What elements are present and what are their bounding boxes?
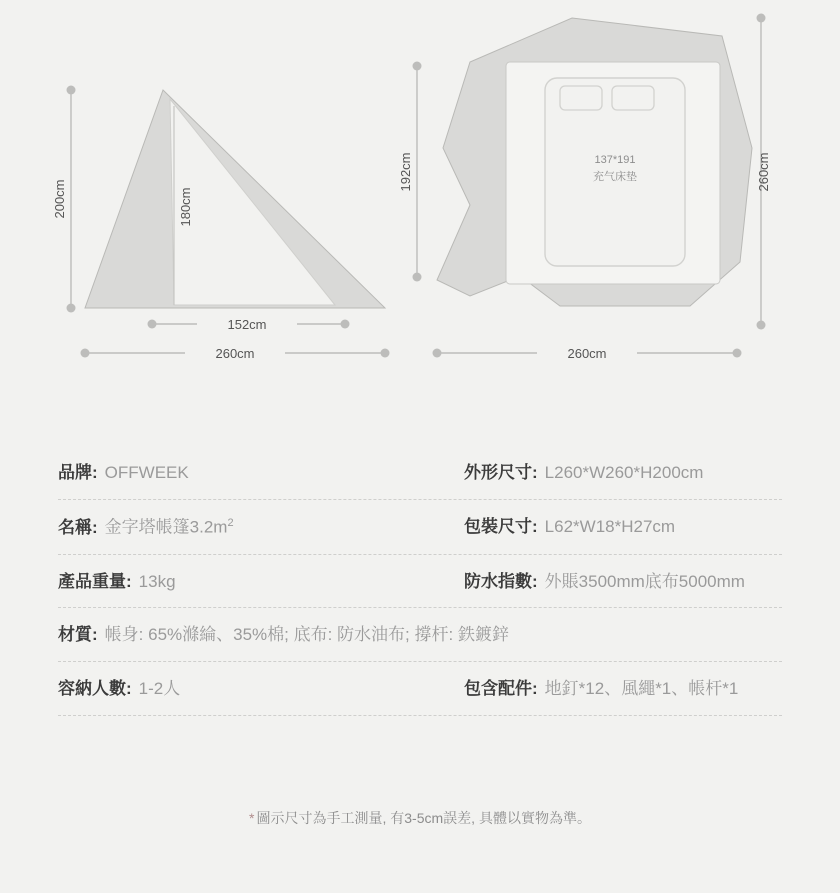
spec-capacity-value: 1-2人	[138, 679, 181, 699]
top-depth-inner-cap-top	[413, 62, 422, 71]
spec-name-value-text: 金字塔帳篷3.2m	[104, 517, 228, 537]
spec-weight-key: 產品重量:	[58, 571, 132, 591]
spec-outer-size-value: L260*W260*H200cm	[544, 463, 704, 482]
top-depth-outer-label: 260cm	[756, 152, 771, 192]
spec-capacity	[58, 678, 420, 701]
spec-table	[58, 462, 782, 732]
top-depth-outer-cap-bottom	[757, 321, 766, 330]
spec-material-value: 帳身: 65%滌綸、35%棉; 底布: 防水油布; 撐杆: 鉄鍍鋅	[104, 625, 509, 645]
spec-waterproof	[420, 571, 782, 594]
inner-height-label: 180cm	[178, 187, 193, 227]
front-height-label: 200cm	[52, 179, 67, 219]
spec-accessories-value: 地釘*12、風繩*1、帳杆*1	[544, 679, 739, 699]
spec-accessories-key: 包含配件:	[464, 679, 538, 699]
spec-package-size-value: L62*W18*H27cm	[544, 516, 676, 536]
front-height-dim-cap-bottom	[67, 304, 76, 313]
top-width-cap-left	[433, 349, 442, 358]
tent-inner-shape	[170, 99, 335, 305]
top-depth-outer-cap-top	[757, 14, 766, 23]
footnote	[0, 808, 840, 828]
spec-waterproof-key: 防水指數:	[464, 571, 538, 591]
spec-package-size-key: 包裝尺寸:	[464, 516, 538, 536]
table-row	[58, 516, 782, 555]
table-row	[58, 678, 782, 716]
table-row	[58, 462, 782, 500]
spec-outer-size	[420, 462, 782, 485]
footnote-text: 圖示尺寸為手工測量, 有3-5cm誤差, 具體以實物為準。	[256, 810, 591, 826]
spec-material	[58, 624, 782, 647]
inner-width-dim-cap-left	[148, 320, 157, 329]
dimension-diagrams	[0, 0, 840, 400]
spec-weight	[58, 571, 420, 594]
spec-name-value	[105, 516, 234, 540]
pillow-left-shape	[560, 86, 602, 110]
front-width-dim-cap-right	[381, 349, 390, 358]
spec-material-key: 材質:	[58, 625, 98, 645]
top-view-diagram	[398, 14, 771, 364]
front-height-dim-cap-top	[67, 86, 76, 95]
pillow-right-shape	[612, 86, 654, 110]
table-row	[58, 624, 782, 662]
mattress-name-label: 充气床垫	[593, 171, 637, 183]
spec-capacity-key: 容納人數:	[58, 679, 132, 699]
top-width-label: 260cm	[567, 346, 607, 361]
spec-name	[58, 516, 420, 540]
front-width-dim-cap-left	[81, 349, 90, 358]
spec-brand	[58, 462, 420, 485]
spec-weight-value: 13kg	[138, 571, 176, 591]
front-width-label: 260cm	[215, 346, 255, 361]
spec-package-size	[420, 516, 782, 539]
spec-accessories	[420, 678, 782, 701]
dimension-diagram-svg	[0, 0, 840, 400]
spec-outer-size-key: 外形尺寸:	[464, 463, 538, 482]
top-depth-inner-cap-bottom	[413, 273, 422, 282]
top-width-cap-right	[733, 349, 742, 358]
spec-waterproof-value: 外賬3500mm底布5000mm	[544, 571, 745, 591]
mattress-size-label: 137*191	[594, 154, 636, 166]
spec-brand-key: 品牌:	[58, 463, 98, 482]
front-view-diagram	[52, 86, 390, 364]
footnote-star: *	[249, 810, 255, 826]
spec-name-key: 名稱:	[58, 517, 98, 537]
inner-width-label: 152cm	[227, 317, 267, 332]
top-depth-inner-label: 192cm	[398, 152, 413, 192]
spec-name-value-superscript: 2	[227, 516, 234, 529]
table-row	[58, 571, 782, 609]
spec-brand-value: OFFWEEK	[104, 463, 189, 482]
inner-width-dim-cap-right	[341, 320, 350, 329]
